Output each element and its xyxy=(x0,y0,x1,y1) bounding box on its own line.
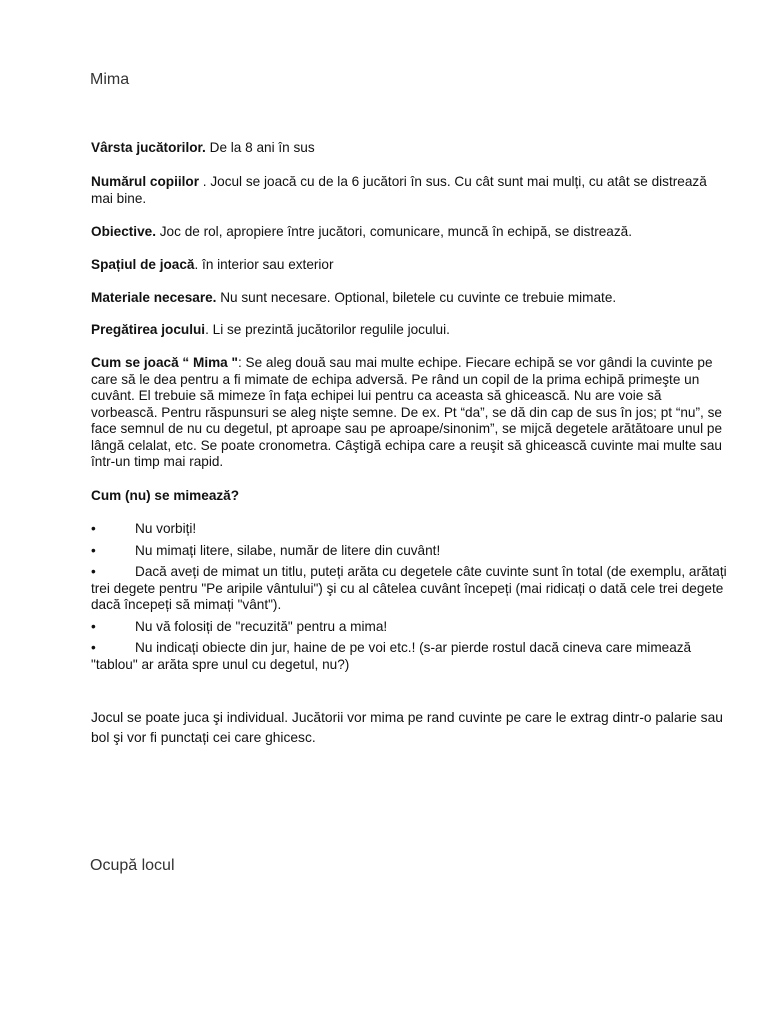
rule-text: Nu indicați obiecte din jur, haine de pe voi etc.! (s-ar pierde rostul dacă cineva care mimează "tablou" ar arăta spre unul cu degetul, nu?) xyxy=(91,640,692,672)
rule-text: Dacă aveți de mimat un titlu, puteți arăta cu degetele câte cuvinte sunt în total (de exemplu, arătați trei degete pentru "Pe aripile vântului") şi cu al câtelea cuvânt începeți (mai ridicați o dată cele trei degete dacă începeți să mimați "vânt"). xyxy=(91,564,727,612)
bullet-icon: • xyxy=(91,564,96,579)
individual-note: Jocul se poate juca şi individual. Jucătorii vor mima pe rand cuvinte pe care le extrag dintr-o palarie sau bol şi vor fi punctați cei care ghicesc. xyxy=(91,710,723,745)
page-title: Mima xyxy=(90,71,130,88)
age-value: De la 8 ani în sus xyxy=(205,140,315,155)
next-section-title: Ocupă locul xyxy=(90,857,175,874)
bullet-icon: • xyxy=(91,521,96,536)
list-item xyxy=(91,640,731,673)
materials-value: Nu sunt necesare. Optional, biletele cu cuvinte ce trebuie mimate. xyxy=(216,290,617,305)
objectives-value: Joc de rol, apropiere între jucători, comunicare, muncă în echipă, se distrează. xyxy=(155,224,633,239)
players-value: . Jocul se joacă cu de la 6 jucători în sus. Cu cât sunt mai mulți, cu atât se distrează mai bine. xyxy=(91,174,707,206)
rule-text: Nu vorbiți! xyxy=(135,521,197,536)
bullet-icon: • xyxy=(91,618,96,634)
how-label: Cum se joacă “ Mima " xyxy=(91,355,238,370)
bullet-icon: • xyxy=(91,640,96,655)
bullet-icon: • xyxy=(91,542,96,558)
rules-list xyxy=(91,521,731,673)
space-value: . în interior sau exterior xyxy=(194,257,334,272)
age-label: Vârsta jucătorilor. xyxy=(91,140,206,155)
age-paragraph xyxy=(91,140,731,157)
players-label: Numărul copiilor xyxy=(91,174,200,189)
rules-heading: Cum (nu) se mimează? xyxy=(91,488,240,503)
prep-label: Pregătirea jocului xyxy=(91,322,206,337)
prep-paragraph xyxy=(91,322,731,339)
objectives-paragraph xyxy=(91,224,731,241)
materials-label: Materiale necesare. xyxy=(91,290,217,305)
list-item xyxy=(91,543,731,560)
list-item xyxy=(91,564,731,614)
how-paragraph xyxy=(91,355,731,471)
how-value: : Se aleg două sau mai multe echipe. Fiecare echipă se vor gândi la cuvinte pe care să le dea pentru a fi mimate de echipa adversă. Pe rând un copil de la prima echipă primeşte un cuvânt. El trebuie să mimeze în fața echipei lui pentru ca aceasta să ghicească. Nu are voie să vorbească. Pentru răspunsuri se aleg nişte semne. De ex. Pt “da”, se dă din cap de sus în jos; pt “nu”, se face semnul de nu cu degetul, pt aproape sau pe aproape/sinonim”, se mijcă degetele arătătoare unul pe lângă celalat, etc. Se poate cronometra. Câştigă echipa care a reuşit să ghicească cuvinte mai multe sau într-un timp mai rapid. xyxy=(91,355,723,469)
list-item xyxy=(91,619,731,636)
space-paragraph xyxy=(91,257,731,274)
list-item xyxy=(91,521,731,538)
rule-text: Nu mimați litere, silabe, număr de litere din cuvânt! xyxy=(135,542,441,558)
prep-value: . Li se prezintă jucătorilor regulile jocului. xyxy=(205,322,450,337)
rule-text: Nu vă folosiți de "recuzită" pentru a mima! xyxy=(135,618,388,634)
materials-paragraph xyxy=(91,290,731,307)
objectives-label: Obiective. xyxy=(91,224,156,239)
space-label: Spațiul de joacă xyxy=(91,257,195,272)
players-paragraph xyxy=(91,174,731,207)
